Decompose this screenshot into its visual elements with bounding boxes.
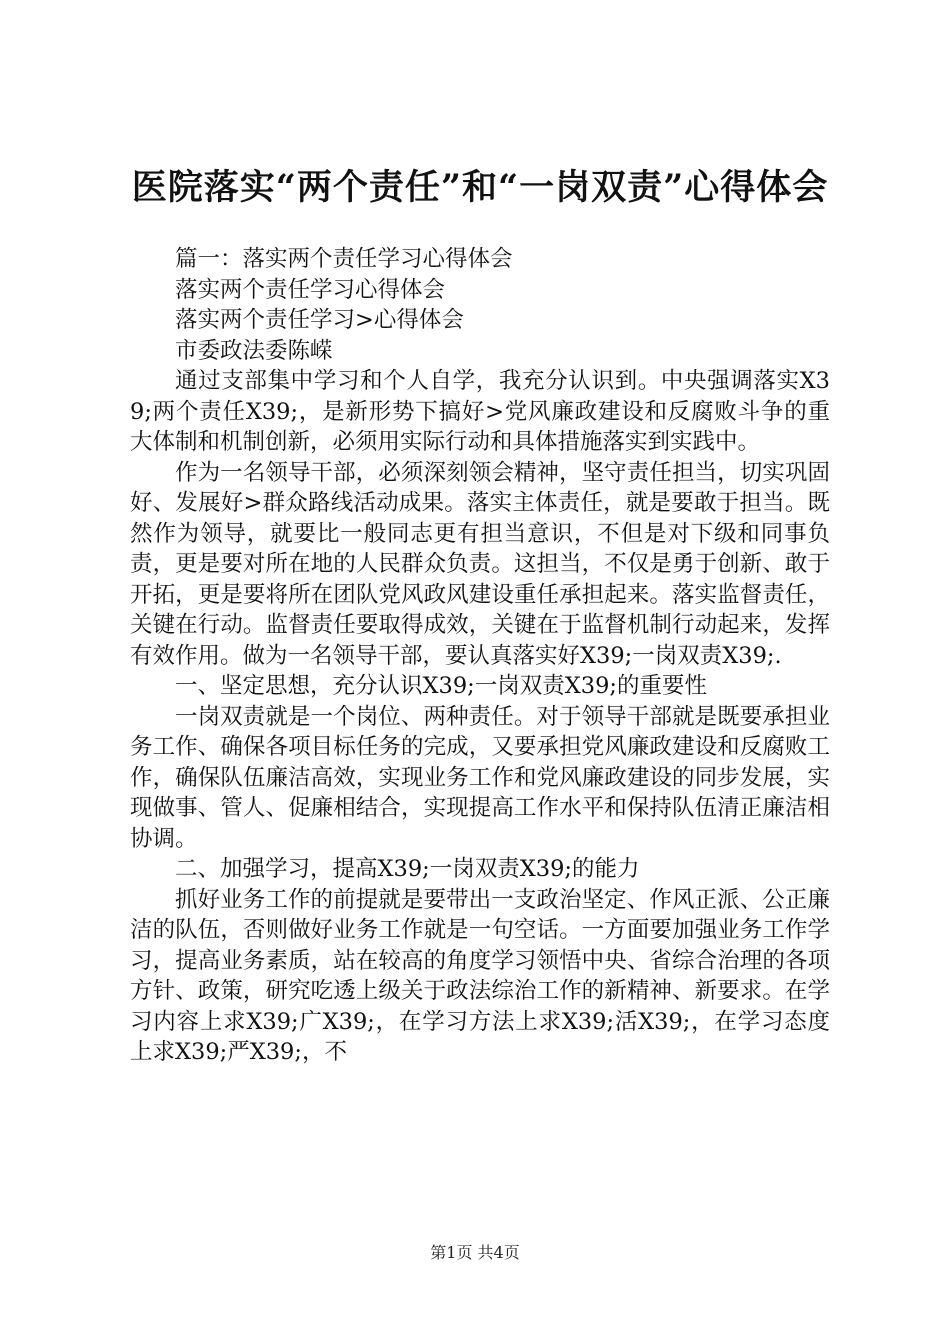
body-paragraph: 通过支部集中学习和个人自学，我充分认识到。中央强调落实X39;两个责任X39;，是新形势下搞好>党风廉政建设和反腐败斗争的重大体制和机制创新，必须用实际行动和具体措施落实到实践中。: [130, 368, 830, 455]
section-heading: 篇一：落实两个责任学习心得体会: [175, 246, 513, 272]
author: 市委政法委陈嵘: [175, 337, 333, 364]
subtitle: 落实两个责任学习>心得体会: [175, 307, 464, 333]
section-heading: 一、坚定思想，充分认识X39;一岗双责X39;的重要性: [175, 673, 707, 699]
body-paragraph: 作为一名领导干部，必须深刻领会精神，坚守责任担当，切实巩固好、发展好>群众路线活动成果。落实主体责任，就是要敢于担当。既然作为领导，就要比一般同志更有担当意识，不但是对下级和同事负责，更是要对所在地的人民群众负责。这担当，不仅是勇于创新、敢于开拓，更是要将所在团队党风政风建设重任承担起来。落实监督责任，关键在行动。监督责任要取得成效，关键在于监督机制行动起来，发挥有效作用。做为一名领导干部，要认真落实好X39;一岗双责X39;.: [130, 459, 830, 669]
body-paragraph: 抓好业务工作的前提就是要带出一支政治坚定、作风正派、公正廉洁的队伍，否则做好业务工作就是一句空话。一方面要加强业务工作学习，提高业务素质，站在较高的角度学习领悟中央、省综合治理的各项方针、政策，研究吃透上级关于政法综治工作的新精神、新要求。在学习内容上求X39;广X39;，在学习方法上求X39;活X39;，在学习态度上求X39;严X39;，不: [130, 886, 830, 1065]
document-page: [130, 160, 830, 1068]
body-paragraph: 一岗双责就是一个岗位、两种责任。对于领导干部就是既要承担业务工作、确保各项目标任务的完成，又要承担党风廉政建设和反腐败工作，确保队伍廉洁高效，实现业务工作和党风廉政建设的同步发展，实现做事、管人、促廉相结合，实现提高工作水平和保持队伍清正廉洁相协调。: [130, 703, 830, 852]
section-heading: 二、加强学习，提高X39;一岗双责X39;的能力: [175, 856, 640, 882]
subtitle: 落实两个责任学习心得体会: [175, 276, 446, 303]
page-footer: 第1页 共4页: [430, 1243, 520, 1262]
document-body: [130, 244, 830, 1068]
document-title: 医院落实“两个责任”和“一岗双责”心得体会: [131, 167, 829, 208]
